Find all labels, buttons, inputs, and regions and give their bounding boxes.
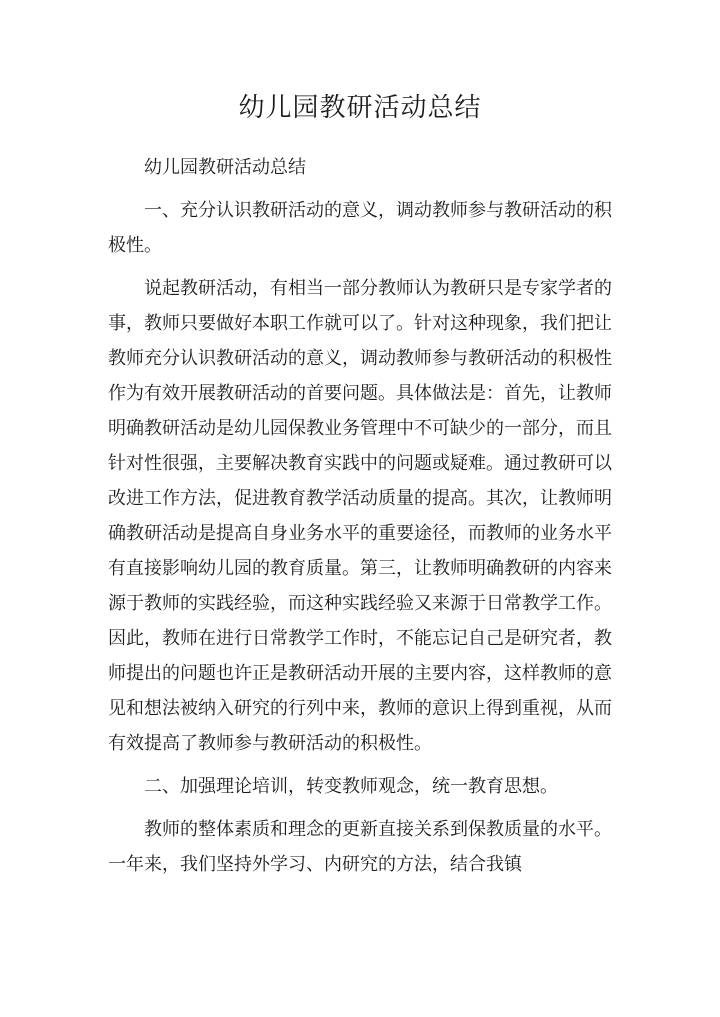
document-title: 幼儿园教研活动总结 <box>238 93 482 123</box>
paragraph-section-2-body: 教师的整体素质和理念的更新直接关系到保教质量的水平。一年来，我们坚持外学习、内研究的方法，结合我镇 <box>108 819 612 875</box>
paragraph-subtitle: 幼儿园教研活动总结 <box>144 157 306 178</box>
paragraph-section-2-heading: 二、加强理论培训，转变教师观念，统一教育思想。 <box>144 776 558 797</box>
paragraph-section-1-heading: 一、充分认识教研活动的意义，调动教师参与教研活动的积极性。 <box>108 200 612 256</box>
document-page <box>108 88 612 890</box>
paragraph-section-1-body: 说起教研活动，有相当一部分教师认为教研只是专家学者的事，教师只要做好本职工作就可以了。针对这种现象，我们把让教师充分认识教研活动的意义，调动教师参与教研活动的积极性作为有效开展教研活动的首要问题。具体做法是：首先，让教师明确教研活动是幼儿园保教业务管理中不可缺少的一部分，而且针对性很强，主要解决教育实践中的问题或疑难。通过教研可以改进工作方法，促进教育教学活动质量的提高。其次，让教师明确教研活动是提高自身业务水平的重要途径，而教师的业务水平有直接影响幼儿园的教育质量。第三，让教师明确教研的内容来源于教师的实践经验，而这种实践经验又来源于日常教学工作。因此，教师在进行日常教学工作时，不能忘记自己是研究者，教师提出的问题也许正是教研活动开展的主要内容，这样教师的意见和想法被纳入研究的行列中来，教师的意识上得到重视，从而有效提高了教师参与教研活动的积极性。 <box>108 278 612 754</box>
